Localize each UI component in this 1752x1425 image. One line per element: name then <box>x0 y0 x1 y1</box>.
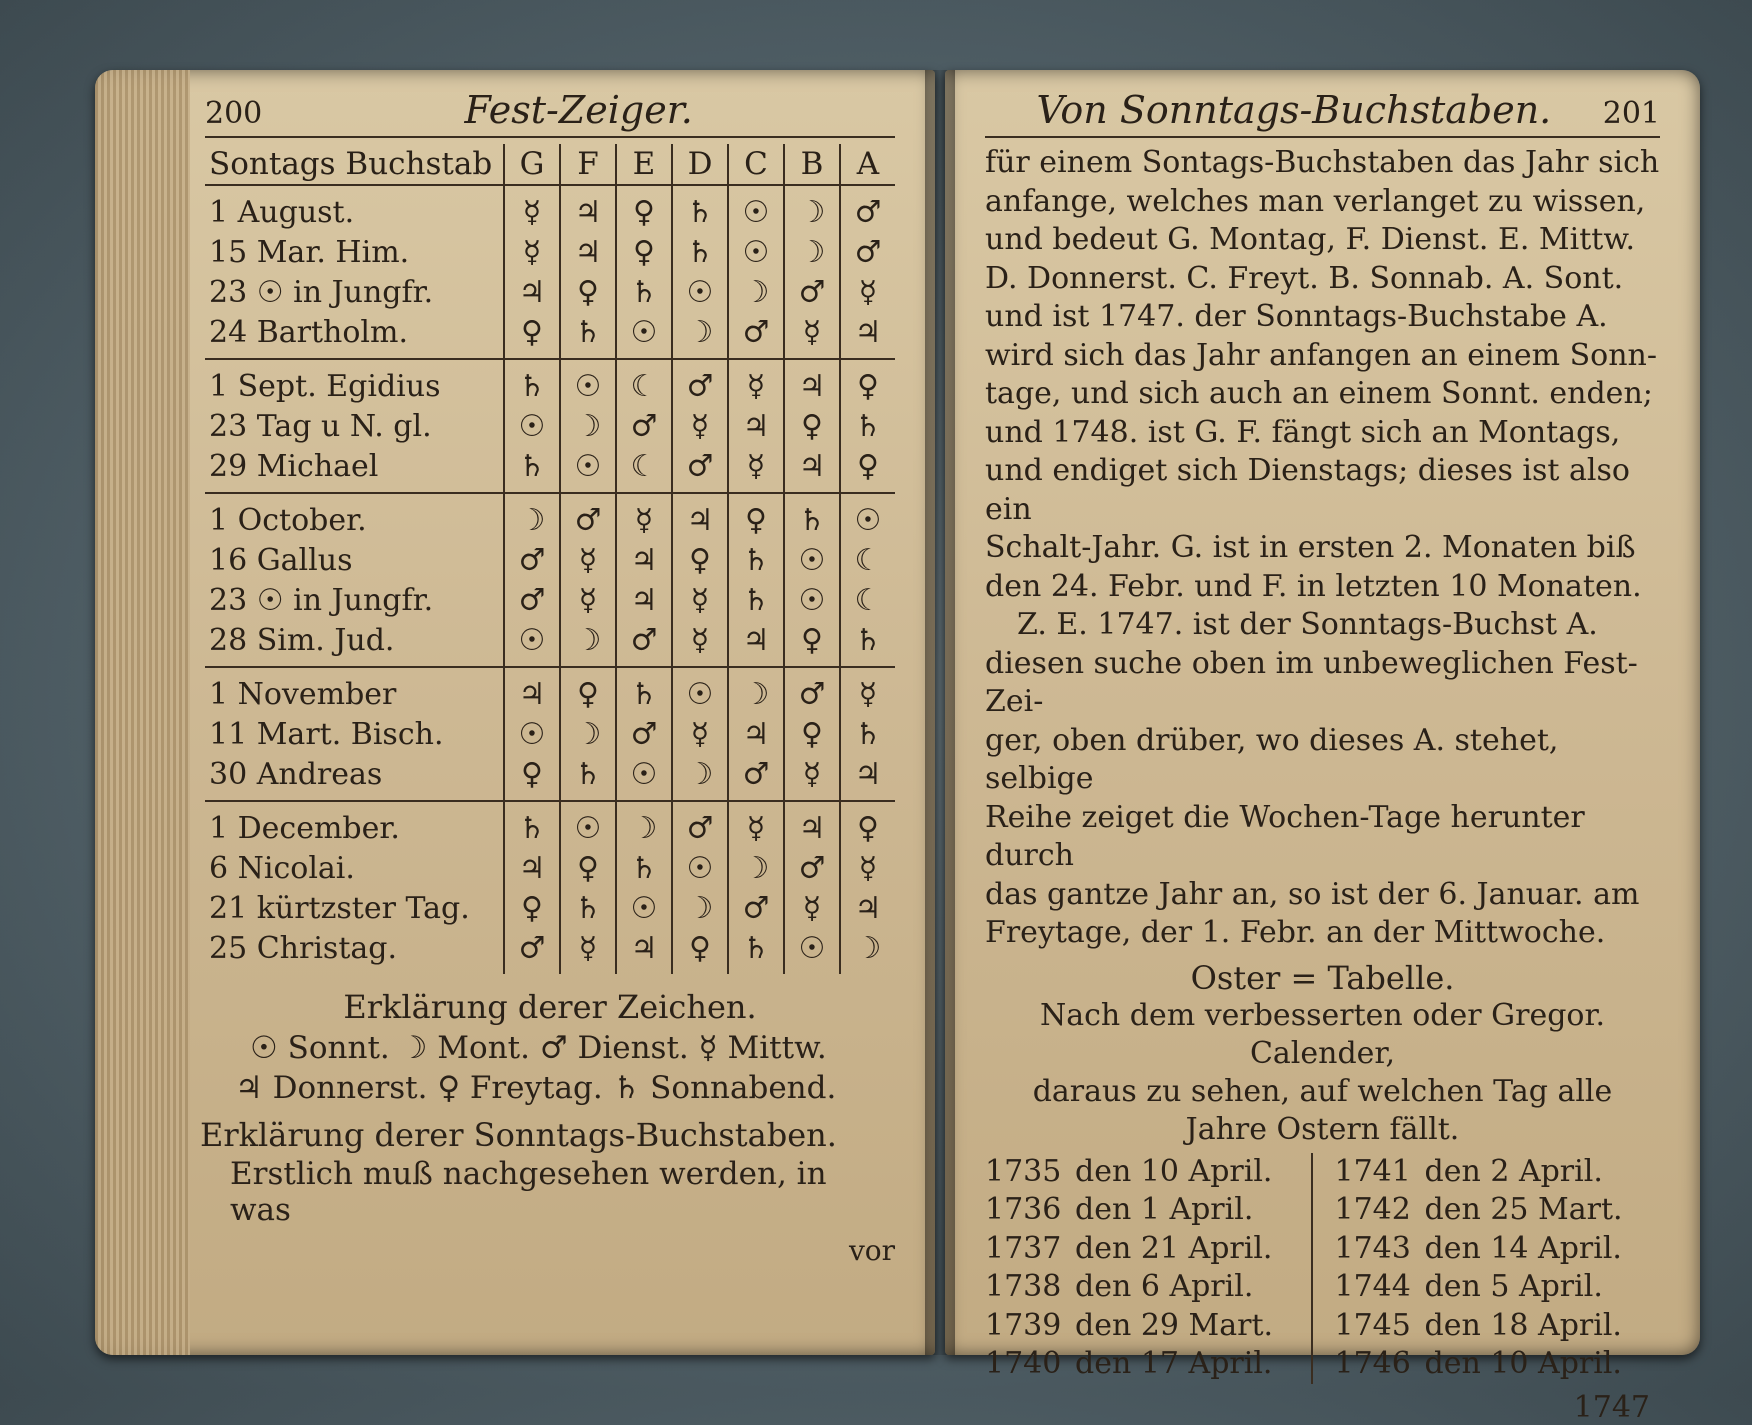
weekday-symbol: ☉ <box>560 447 616 493</box>
easter-date: den 6 April. <box>1075 1269 1254 1304</box>
weekday-symbol: ♂ <box>784 667 840 715</box>
text-line: tage, und sich auch an einem Sonnt. enden; <box>985 376 1653 411</box>
weekday-symbol: ♂ <box>840 185 895 233</box>
left-catchword: vor <box>848 1234 895 1267</box>
left-page <box>95 70 935 1355</box>
weekday-symbol: ☿ <box>560 929 616 974</box>
weekday-symbol: ♄ <box>784 493 840 541</box>
easter-row <box>985 1191 1311 1230</box>
weekday-symbol: ♂ <box>616 715 672 755</box>
easter-row <box>985 1268 1311 1307</box>
weekday-symbol: ☿ <box>840 849 895 889</box>
weekday-symbol: ♄ <box>728 541 784 581</box>
weekday-symbol: ☉ <box>784 929 840 974</box>
calendar-row <box>205 447 895 493</box>
calendar-body <box>205 185 895 974</box>
easter-row <box>985 1307 1311 1346</box>
weekday-symbol: ♃ <box>504 667 560 715</box>
weekday-symbol: ♂ <box>784 273 840 313</box>
easter-row <box>985 1345 1311 1384</box>
weekday-symbol: ☿ <box>672 621 728 667</box>
weekday-symbol: ♄ <box>504 359 560 407</box>
weekday-symbol: ♂ <box>560 493 616 541</box>
open-book <box>95 70 1700 1425</box>
weekday-symbol: ☽ <box>672 313 728 359</box>
feast-day-label: 23 ☉ in Jungfr. <box>209 583 434 618</box>
weekday-symbol: ♄ <box>560 889 616 929</box>
calendar-row <box>205 359 895 407</box>
weekday-symbol: ♄ <box>504 447 560 493</box>
weekday-symbol: ☿ <box>728 801 784 849</box>
weekday-symbol: ☉ <box>504 621 560 667</box>
weekday-symbol: ☉ <box>728 185 784 233</box>
weekday-symbol: ☿ <box>840 667 895 715</box>
easter-date: den 10 April. <box>1424 1346 1622 1381</box>
feast-day-label: 24 Bartholm. <box>205 313 504 359</box>
easter-date: den 2 April. <box>1424 1153 1603 1189</box>
easter-row <box>1335 1345 1661 1384</box>
weekday-symbol: ☽ <box>560 407 616 447</box>
weekday-symbol: ♂ <box>728 313 784 359</box>
text-line: für einem Sontags-Buchstaben das Jahr sich <box>985 145 1660 180</box>
weekday-symbol: ♀ <box>560 273 616 313</box>
weekday-symbol: ♄ <box>560 755 616 801</box>
easter-date: den 14 April. <box>1424 1230 1622 1266</box>
left-running-title: Fest-Zeiger. <box>464 88 693 132</box>
text-line: und 1748. ist G. F. fängt sich an Montags, <box>985 414 1621 450</box>
weekday-symbol: ☿ <box>784 755 840 801</box>
calendar-row <box>205 233 895 273</box>
weekday-symbol: ♄ <box>616 273 672 313</box>
feast-day-label: 1 November <box>209 677 397 712</box>
feast-calendar-table <box>205 144 895 974</box>
easter-year: 1744 <box>1334 1269 1411 1304</box>
right-catchword: 1747 <box>1573 1389 1650 1425</box>
weekday-symbol: ♂ <box>616 407 672 447</box>
weekday-symbol: ♃ <box>504 273 560 313</box>
book-gutter <box>925 70 955 1355</box>
weekday-symbol: ☉ <box>672 849 728 889</box>
weekday-symbol: ♃ <box>616 581 672 621</box>
weekday-symbol: ♂ <box>728 755 784 801</box>
weekday-symbol: ☽ <box>784 185 840 233</box>
feast-day-label: 28 Sim. Jud. <box>205 621 504 667</box>
weekday-symbol: ♀ <box>616 185 672 233</box>
text-line: und ist 1747. der Sonntags-Buchstabe A. <box>985 299 1608 334</box>
weekday-symbol: ♃ <box>728 407 784 447</box>
feast-day-label: 1 Sept. Egidius <box>209 369 441 404</box>
weekday-symbol: ♃ <box>560 185 616 233</box>
weekday-symbol: ☽ <box>728 273 784 313</box>
feast-day-label: 1 December. <box>209 811 400 846</box>
header-letter: G <box>504 144 560 185</box>
weekday-symbol: ☽ <box>672 889 728 929</box>
easter-column-left <box>985 1153 1311 1384</box>
text-line: wird sich das Jahr anfangen an einem Sonn- <box>985 337 1658 373</box>
header-letter: C <box>728 144 784 185</box>
easter-column-right <box>1311 1153 1661 1384</box>
text-line: den 24. Febr. und F. in letzten 10 Monaten. <box>985 568 1642 604</box>
weekday-symbol: ☽ <box>728 849 784 889</box>
header-letter: F <box>560 144 616 185</box>
header-letter: A <box>840 144 895 185</box>
weekday-symbol: ♀ <box>840 359 895 407</box>
paragraph-1 <box>985 144 1660 606</box>
weekday-symbol: ♀ <box>672 541 728 581</box>
weekday-symbol: ♄ <box>504 801 560 849</box>
weekday-symbol: ☿ <box>672 407 728 447</box>
weekday-symbol: ♀ <box>504 889 560 929</box>
easter-row <box>1335 1268 1661 1307</box>
easter-date: den 21 April. <box>1075 1230 1273 1266</box>
easter-year: 1736 <box>985 1192 1062 1227</box>
easter-year: 1739 <box>985 1307 1062 1343</box>
weekday-symbol: ♄ <box>616 667 672 715</box>
weekday-symbol: ♀ <box>784 621 840 667</box>
weekday-symbol: ☿ <box>672 581 728 621</box>
feast-day-label: 16 Gallus <box>209 543 353 578</box>
weekday-symbol: ♃ <box>840 313 895 359</box>
easter-table-title: Oster = Tabelle. <box>1190 958 1455 997</box>
weekday-symbol: ♀ <box>728 493 784 541</box>
easter-date: den 17 April. <box>1075 1346 1273 1381</box>
weekday-symbol: ♂ <box>672 447 728 493</box>
weekday-symbol: ♃ <box>672 493 728 541</box>
weekday-symbol: ♄ <box>616 849 672 889</box>
weekday-symbol: ☉ <box>504 407 560 447</box>
weekday-symbol: ♀ <box>504 755 560 801</box>
easter-subtitle-1: Nach dem verbesserten oder Gregor. Calender, <box>1039 997 1606 1071</box>
weekday-symbol: ☉ <box>672 667 728 715</box>
easter-subtitle-2: daraus zu sehen, auf welchen Tag alle <box>1032 1073 1613 1109</box>
easter-year: 1735 <box>985 1153 1062 1189</box>
right-running-title: Von Sonntags-Buchstaben. <box>1036 88 1552 132</box>
easter-year: 1746 <box>1334 1346 1411 1381</box>
weekday-symbol: ☉ <box>784 541 840 581</box>
weekday-symbol: ♃ <box>840 755 895 801</box>
explanation-title: Erklärung derer Sonntags-Buchstaben. <box>200 1116 837 1154</box>
weekday-symbol: ♂ <box>784 849 840 889</box>
text-line: Freytage, der 1. Febr. an der Mittwoche. <box>985 915 1606 950</box>
weekday-symbol: ☉ <box>784 581 840 621</box>
easter-table <box>985 1153 1660 1384</box>
calendar-row <box>205 801 895 849</box>
right-page <box>945 70 1700 1425</box>
calendar-row <box>205 541 895 581</box>
calendar-row <box>205 407 895 447</box>
weekday-symbol: ♄ <box>840 621 895 667</box>
easter-date: den 1 April. <box>1075 1192 1254 1227</box>
weekday-symbol: ♃ <box>504 849 560 889</box>
text-line: diesen suche oben im unbeweglichen Fest-Zei- <box>985 645 1638 719</box>
left-running-head <box>205 88 895 138</box>
weekday-symbol: ♀ <box>672 929 728 974</box>
text-line: ger, oben drüber, wo dieses A. stehet, selbige <box>985 722 1559 796</box>
weekday-symbol: ♀ <box>784 407 840 447</box>
easter-row <box>1335 1153 1661 1192</box>
weekday-symbol: ♀ <box>504 313 560 359</box>
calendar-row <box>205 621 895 667</box>
easter-year: 1740 <box>985 1346 1062 1381</box>
feast-day-label: 1 August. <box>209 195 355 230</box>
left-page-number: 200 <box>205 96 263 131</box>
easter-date: den 25 Mart. <box>1424 1192 1623 1227</box>
weekday-symbol: ☉ <box>840 493 895 541</box>
calendar-row <box>205 755 895 801</box>
weekday-symbol: ♂ <box>616 621 672 667</box>
feast-day-label: 1 October. <box>209 503 367 538</box>
weekday-symbol: ♄ <box>560 313 616 359</box>
weekday-symbol: ♀ <box>616 233 672 273</box>
weekday-symbol: ☽ <box>560 621 616 667</box>
text-line: das gantze Jahr an, so ist der 6. Januar. am <box>985 876 1640 912</box>
weekday-symbol: ♃ <box>616 929 672 974</box>
weekday-symbol: ☿ <box>616 493 672 541</box>
calendar-row <box>205 273 895 313</box>
calendar-row <box>205 185 895 233</box>
text-line: Z. E. 1747. ist der Sonntags-Buchst A. <box>1017 607 1598 642</box>
weekday-symbol: ☽ <box>728 667 784 715</box>
weekday-symbol: ☉ <box>672 273 728 313</box>
easter-subtitle-3: Jahre Ostern fällt. <box>1185 1111 1460 1147</box>
weekday-symbol: ☉ <box>504 715 560 755</box>
weekday-symbol: ♄ <box>672 185 728 233</box>
legend-title: Erklärung derer Zeichen. <box>343 988 757 1026</box>
text-line: und bedeut G. Montag, F. Dienst. E. Mittw. <box>985 222 1636 257</box>
weekday-symbol: ☉ <box>616 313 672 359</box>
calendar-row <box>205 581 895 621</box>
weekday-symbol: ♀ <box>784 715 840 755</box>
weekday-symbol: ☿ <box>784 313 840 359</box>
calendar-row <box>205 493 895 541</box>
weekday-symbol: ♄ <box>728 929 784 974</box>
weekday-symbol: ☿ <box>504 233 560 273</box>
weekday-symbol: ♂ <box>728 889 784 929</box>
weekday-symbol: ♀ <box>560 667 616 715</box>
weekday-symbol: ☾ <box>616 359 672 407</box>
calendar-row <box>205 849 895 889</box>
weekday-symbol: ♄ <box>840 407 895 447</box>
legend-line-2: ♃ Donnerst. ♀ Freytag. ♄ Sonnabend. <box>235 1070 837 1106</box>
easter-year: 1738 <box>985 1269 1062 1304</box>
right-page-number: 201 <box>1602 96 1660 131</box>
weekday-symbol: ☿ <box>728 447 784 493</box>
weekday-symbol: ♂ <box>672 801 728 849</box>
weekday-symbol: ☉ <box>560 801 616 849</box>
calendar-row <box>205 715 895 755</box>
weekday-symbol: ☾ <box>616 447 672 493</box>
calendar-row <box>205 667 895 715</box>
weekday-symbol: ♃ <box>728 621 784 667</box>
easter-date: den 5 April. <box>1424 1269 1603 1304</box>
weekday-symbol: ☿ <box>672 715 728 755</box>
weekday-symbol: ☿ <box>560 541 616 581</box>
header-letter: B <box>784 144 840 185</box>
weekday-symbol: ☿ <box>504 185 560 233</box>
weekday-symbol: ♃ <box>784 801 840 849</box>
paragraph-2 <box>985 606 1660 953</box>
easter-year: 1742 <box>1334 1192 1411 1227</box>
feast-day-label: 11 Mart. Bisch. <box>209 717 444 752</box>
weekday-symbol: ☿ <box>840 273 895 313</box>
weekday-symbol: ☿ <box>728 359 784 407</box>
weekday-symbol: ☉ <box>728 233 784 273</box>
text-line: und endiget sich Dienstags; dieses ist also ein <box>985 453 1630 527</box>
feast-day-label: 29 Michael <box>205 447 504 493</box>
feast-day-label: 15 Mar. Him. <box>209 235 410 270</box>
text-line: anfange, welches man verlanget zu wissen, <box>985 183 1646 219</box>
calendar-row <box>205 929 895 974</box>
weekday-symbol: ♂ <box>504 541 560 581</box>
easter-year: 1743 <box>1334 1230 1411 1266</box>
weekday-symbol: ☿ <box>784 889 840 929</box>
calendar-header-row <box>205 144 895 185</box>
feast-day-label: 6 Nicolai. <box>209 851 355 886</box>
header-letter: D <box>672 144 728 185</box>
text-line: Schalt-Jahr. G. ist in ersten 2. Monaten biß <box>985 530 1636 565</box>
weekday-symbol: ♄ <box>672 233 728 273</box>
weekday-symbol: ☉ <box>616 889 672 929</box>
weekday-symbol: ♄ <box>840 715 895 755</box>
weekday-symbol: ♀ <box>840 801 895 849</box>
weekday-symbol: ♂ <box>504 929 560 974</box>
weekday-symbol: ☽ <box>784 233 840 273</box>
calendar-row <box>205 889 895 929</box>
feast-day-label: 23 ☉ in Jungfr. <box>209 275 434 310</box>
easter-row <box>1335 1307 1661 1346</box>
weekday-symbol: ♂ <box>840 233 895 273</box>
weekday-symbol: ☿ <box>560 581 616 621</box>
text-line: Reihe zeiget die Wochen-Tage herunter durch <box>985 799 1585 873</box>
easter-date: den 18 April. <box>1424 1307 1622 1343</box>
weekday-symbol: ☽ <box>672 755 728 801</box>
weekday-symbol: ☽ <box>616 801 672 849</box>
header-letter: E <box>616 144 672 185</box>
easter-row <box>1335 1230 1661 1269</box>
weekday-symbol: ☽ <box>504 493 560 541</box>
weekday-symbol: ☉ <box>560 359 616 407</box>
feast-day-label: 30 Andreas <box>205 755 504 801</box>
weekday-symbol: ♃ <box>728 715 784 755</box>
feast-day-label: 25 Christag. <box>209 931 397 966</box>
weekday-symbol: ☽ <box>560 715 616 755</box>
feast-day-label: 23 Tag u N. gl. <box>209 409 432 444</box>
weekday-symbol: ☉ <box>616 755 672 801</box>
weekday-symbol: ♂ <box>672 359 728 407</box>
easter-year: 1741 <box>1334 1153 1411 1189</box>
calendar-row <box>205 313 895 359</box>
weekday-symbol: ♃ <box>784 447 840 493</box>
easter-year: 1745 <box>1334 1307 1411 1343</box>
weekday-symbol: ♃ <box>784 359 840 407</box>
page-edges <box>95 70 190 1355</box>
easter-row <box>985 1153 1311 1192</box>
weekday-symbol: ☾ <box>840 581 895 621</box>
easter-year: 1737 <box>985 1230 1062 1266</box>
easter-row <box>985 1230 1311 1269</box>
weekday-symbol: ♀ <box>840 447 895 493</box>
legend-line-1: ☉ Sonnt. ☽ Mont. ♂ Dienst. ☿ Mittw. <box>250 1030 827 1066</box>
header-label: Sontags Buchstab <box>205 144 504 185</box>
feast-day-label: 21 kürtzster Tag. <box>209 891 470 926</box>
weekday-symbol: ♃ <box>560 233 616 273</box>
right-running-head <box>985 88 1660 138</box>
weekday-symbol: ♀ <box>560 849 616 889</box>
weekday-symbol: ♃ <box>840 889 895 929</box>
weekday-symbol: ☽ <box>840 929 895 974</box>
weekday-symbol: ♄ <box>728 581 784 621</box>
explanation-start: Erstlich muß nachgesehen werden, in was <box>230 1156 827 1228</box>
weekday-symbol: ♂ <box>504 581 560 621</box>
text-line: D. Donnerst. C. Freyt. B. Sonnab. A. Sont. <box>985 260 1624 296</box>
weekday-symbol: ☾ <box>840 541 895 581</box>
easter-date: den 10 April. <box>1075 1153 1273 1189</box>
easter-date: den 29 Mart. <box>1075 1307 1274 1343</box>
easter-row <box>1335 1191 1661 1230</box>
weekday-symbol: ♃ <box>616 541 672 581</box>
